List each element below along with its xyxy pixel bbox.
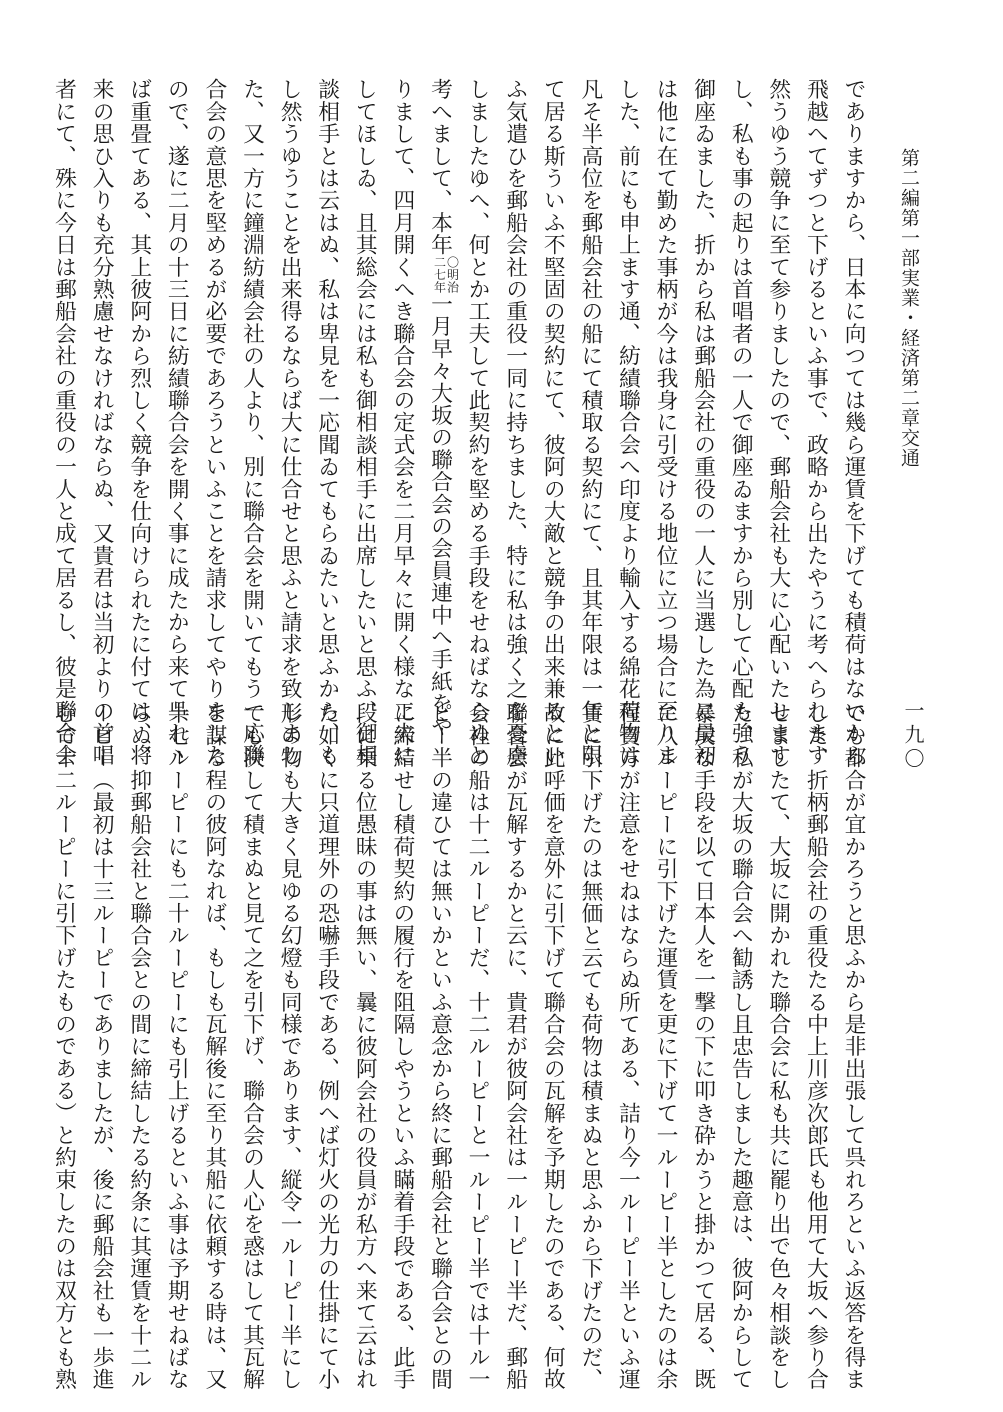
text-column: でありますから、日本に向つては幾ら運賃を下げても積荷はないから — [841, 78, 866, 767]
text-column: た、私が大坂の聯合会へ勧誘し且忠告しました趣意は、彼阿からして — [728, 702, 754, 1391]
text-column: 然うゆう競争に至て参りましたので、郵船会社も大に心配いたします — [765, 78, 791, 767]
text-column: らぬ、抑郵船会社と聯合会との間に締結したる約条に其運賃を十二ル — [126, 702, 152, 1391]
text-column: は他に在て勤めた事柄が今は我身に引受ける地位に立つ場合に至りま — [653, 78, 679, 767]
text-column: て居る斯ういふ不堅固の契約にて、彼阿の大敵と競争の出来兼るとい — [540, 78, 566, 767]
text-column: ピー半の違ひては無いかといふ意念から終に郵船会社と聯合会との間 — [427, 702, 453, 1391]
text-column: せましたて、大坂に開かれた聯合会に私も共に罷り出で色々相談をし — [765, 702, 791, 1391]
text-column: しましたゆへ、何とか工夫して此契約を堅める手段をせねばならぬと — [465, 78, 491, 767]
text-segment: 一月早々大坂の聯合会の会員連中へ手紙をや — [427, 292, 453, 737]
text-column: 十七ルーピーにも二十ルーピーにも引上げるといふ事は予期せねばな — [164, 702, 190, 1391]
header-section: 第一部 — [898, 208, 920, 268]
text-column: 賃に引下げたのは無価と云ても荷物は積まぬと思ふから下げたのだ、 — [577, 702, 603, 1391]
text-column: し、私も事の起りは首唱者の一人で御座ゐますから別して心配も強う — [728, 78, 754, 767]
text-column: 会社の船は十二ルーピーだ、十二ルーピーと一ルーピー半では十ル一 — [465, 702, 491, 1391]
text-column: した、前にも申上ます通、紡績聯合会へ印度より輸入する綿花荷物は — [615, 78, 641, 767]
text-column: 程貴方が注意をせねはならぬ所てある、詰り今一ルーピー半といふ運 — [615, 702, 641, 1391]
text-column: ても決して積まぬと見て之を引下げ、聯合会の人心を惑はして其瓦解 — [239, 702, 265, 1391]
annotation-bottom: 二七年 — [432, 255, 447, 293]
upper-text-block — [51, 78, 872, 767]
text-column: りまして、四月開くへき聯合会の定式会を二月早々に開く様な工夫に — [389, 78, 415, 767]
header-chapter-title: 交通 — [898, 428, 920, 468]
text-column: 御座ゐました、折から私は郵船会社の重役の一人に当選した為に最初 — [690, 78, 716, 767]
text-column: 来の思ひ入りも充分熟慮せなければならぬ、又貴君は当初よりの首唱 — [89, 78, 115, 767]
text-column: ば重畳てある、其上彼阿から烈しく競争を仕向けられたに付ては、将 — [126, 78, 152, 767]
date-annotation — [432, 256, 458, 293]
text-column: 凡そ半高位を郵船会社の船にて積取る契約にて、且其年限は一年と限 — [577, 78, 603, 767]
text-column: を謀る程の彼阿なれば、もしも瓦解後に至り其船に依頼する時は、又 — [201, 702, 227, 1391]
text-column: に締結せし積荷契約の履行を阻隔しやうといふ瞞着手段である、此手 — [389, 702, 415, 1391]
annotation-top: 〇明治 — [445, 255, 460, 293]
text-column: 形の物も大きく見ゆる幻燈も同様であります、縦令一ルーピー半にし — [277, 702, 303, 1391]
header-category: 実業・経済 — [898, 268, 920, 368]
text-column: ので、遂に二月の十三日に紡績聯合会を開く事に成たから来て呉れ丶 — [164, 78, 190, 767]
text-segment: 考へまして、本年 — [427, 78, 453, 256]
text-column: 段に乗る位愚昧の事は無い、曩に彼阿会社の役員が私方へ来て云はれ — [352, 702, 378, 1391]
text-column: ーピー（最初は十三ルーピーでありましたが、後に郵船会社も一歩進 — [89, 702, 115, 1391]
text-column: でも都合が宜かろうと思ふから是非出張して呉れろといふ返答を得ま — [841, 702, 866, 1391]
text-column: た、又一方に鐘淵紡績会社の人より、別に聯合会を開いてもう一応聯 — [239, 78, 265, 767]
text-column: した、折柄郵船会社の重役たる中上川彦次郎氏も他用て大坂へ参り合 — [803, 702, 829, 1391]
text-column: た如くに只道理外の恐嚇手段である、例へば灯火の光力の仕掛にて小 — [314, 702, 340, 1391]
text-column: 談相手とは云はぬ、私は卑見を一応聞ゐてもらゐたいと思ふから、も — [314, 78, 340, 767]
running-header — [893, 148, 925, 668]
text-column: 者にて、殊に今日は郵船会社の重役の一人と成て居るし、彼是聯合会 — [51, 78, 77, 767]
text-column: ふ気遣ひを郵船会社の重役一同に持ちました、特に私は強く之を憂慮 — [502, 78, 528, 767]
text-column: 飛越へてずつと下げるといふ事で、政略から出たやうに考へられます — [803, 78, 829, 767]
text-column: むで十二ルーピーに引下げたものである）と約束したのは双方とも熟 — [51, 702, 77, 1391]
text-column: 暴戻な手段を以て日本人を一撃の下に叩き砕かうと掛かつて居る、既 — [690, 702, 716, 1391]
text-column: 聯合会が瓦解するかと云に、貴君が彼阿会社は一ルーピー半だ、郵船 — [502, 702, 528, 1391]
text-column: し然うゆうことを出来得るならば大に仕合せと思ふと請求を致しまし — [277, 78, 303, 767]
text-column: 故に此呼価を意外に引下げて聯合会の瓦解を予期したのである、何故 — [540, 702, 566, 1391]
text-column: に八ルーピーに引下げた運賃を更に下げて一ルーピー半としたのは余 — [653, 702, 679, 1391]
lower-text-block — [51, 702, 872, 1391]
text-column: 合会の意思を堅めるが必要であろうといふことを請求してやりました — [201, 78, 227, 767]
text-column-with-annotation — [421, 78, 460, 737]
text-column: してほしゐ、且其総会には私も御相談相手に出席したいと思ふ、御相 — [352, 78, 378, 767]
header-chapter: 第二章 — [898, 368, 920, 428]
page-number: 一九〇 — [901, 700, 925, 772]
header-part: 第二編 — [898, 148, 920, 208]
